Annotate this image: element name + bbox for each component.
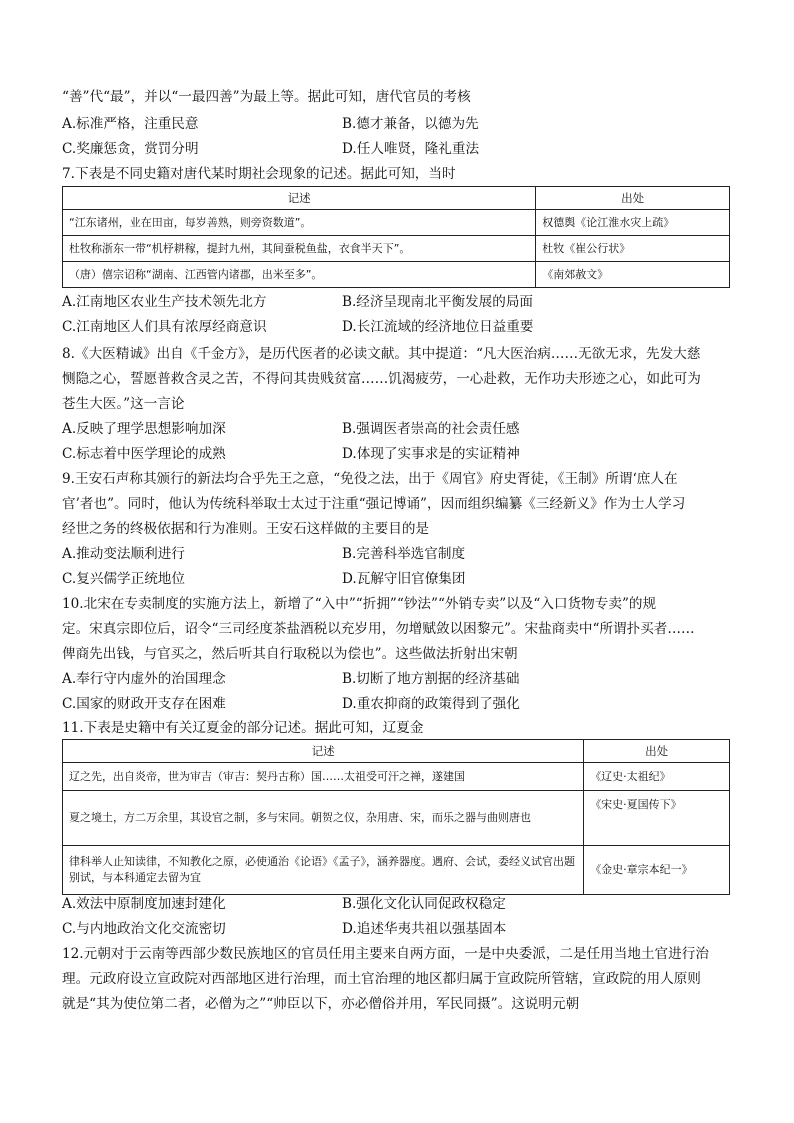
q7-record-2: 杜牧称浙东一带“机杼耕稼，提封九州，其间蚕税鱼盐，衣食半天下”。	[63, 236, 536, 262]
q11-record-2: 夏之境土，方二万余里，其设官之制，多与宋同。朝贺之仪，杂用唐、宋，而乐之器与曲则唐也	[63, 791, 584, 846]
q10-option-d: D.重农抑商的政策得到了强化	[342, 696, 520, 712]
q11-stem: 11.下表是史籍中有关辽夏金的部分记述。据此可知，辽夏金	[62, 720, 424, 736]
q8-stem-line-1: 8.《大医精诚》出自《千金方》，是历代医者的必读文献。其中提道：“凡大医治病……无欲无求，先发大慈	[62, 346, 701, 362]
q10-option-b: B.切断了地方割据的经济基础	[342, 671, 520, 687]
q9-option-d: D.瓦解守旧官僚集团	[342, 571, 466, 587]
q8-stem-line-3: 苍生大医。”这一言论	[62, 396, 185, 412]
q10-stem-line-1: 10.北宋在专卖制度的实施方法上，新增了“入中”“折拥”“钞法”“外销专卖”以及“入口货物专卖”的规	[62, 596, 657, 612]
q11-source-2: 《宋史·夏国传下》	[584, 791, 730, 846]
q11-option-c: C.与内地政治文化交流密切	[62, 921, 226, 937]
q7-header-source: 出处	[536, 187, 730, 210]
q10-stem-line-3: 俾商先出钱，与官买之，然后听其自行取税以为偿也”。这些做法折射出宋朝	[62, 646, 518, 662]
q8-option-d: D.体现了实事求是的实证精神	[342, 446, 520, 462]
q6-stem-line: “善”代“最”，并以“一最四善”为最上等。据此可知，唐代官员的考核	[62, 89, 471, 105]
q7-table	[62, 186, 730, 288]
q11-source-3: 《金史·章宗本纪一》	[584, 846, 730, 895]
q7-option-b: B.经济呈现南北平衡发展的局面	[342, 294, 534, 310]
q10-stem-line-2: 定。宋真宗即位后，诏令“三司经度茶盐酒税以充岁用，勿增赋敛以困黎元”。宋盐商卖中“所谓扑买者……	[62, 621, 695, 637]
table-row	[63, 791, 730, 846]
q11-header-source: 出处	[584, 740, 730, 763]
q7-table-header-row	[63, 187, 730, 210]
q11-table-header-row	[63, 740, 730, 763]
q8-stem-line-2: 恻隐之心，誓愿普救含灵之苦，不得问其贵贱贫富……饥渴疲劳，一心赴救，无作功夫形迹之心，如此可为	[62, 371, 701, 387]
q11-table	[62, 739, 730, 895]
q11-option-b: B.强化文化认同促政权稳定	[342, 896, 506, 912]
q11-source-1: 《辽史·太祖纪》	[584, 763, 730, 791]
q11-option-a: A.效法中原制度加速封建化	[62, 896, 226, 912]
q11-record-1: 辽之先，出自炎帝，世为审吉（审吉：契丹古称）国……太祖受可汗之禅，遂建国	[63, 763, 584, 791]
q7-record-1: “江东诸州，业在田亩，每岁善熟，则旁资数道”。	[63, 210, 536, 236]
q9-option-b: B.完善科举选官制度	[342, 546, 466, 562]
table-row	[63, 846, 730, 895]
q12-stem-line-1: 12.元朝对于云南等西部少数民族地区的官员任用主要来自两方面，一是中央委派，二是任用当地土官进行治	[62, 946, 709, 962]
q6-option-d: D.任人唯贤，隆礼重法	[342, 141, 480, 157]
q11-option-d: D.追述华夷共祖以强基固本	[342, 921, 507, 937]
q8-option-b: B.强调医者崇高的社会责任感	[342, 421, 520, 437]
q7-option-d: D.长江流域的经济地位日益重要	[342, 319, 534, 335]
q8-option-c: C.标志着中医学理论的成熟	[62, 446, 226, 462]
table-row	[63, 210, 730, 236]
q12-stem-line-2: 理。元政府设立宣政院对西部地区进行治理，而土官治理的地区都归属于宣政院所管辖，宣政院的用人原则	[62, 971, 701, 987]
q9-option-c: C.复兴儒学正统地位	[62, 571, 185, 587]
table-row	[63, 763, 730, 791]
q6-option-b: B.德才兼备，以德为先	[342, 116, 479, 132]
q9-stem-line-2: 官’者也”。同时，他认为传统科举取士太过于注重“强记博诵”，因而组织编纂《三经新义》作为士人学习	[62, 496, 686, 512]
table-row	[63, 236, 730, 262]
q7-option-a: A.江南地区农业生产技术领先北方	[62, 294, 267, 310]
q7-record-3: （唐）僖宗诏称“湖南、江西管内诸郡，出米至多”。	[63, 262, 536, 288]
q12-stem-line-3: 就是“其为使位第二者，必僧为之”“帅臣以下，亦必僧俗并用，军民同摄”。这说明元朝	[62, 996, 580, 1012]
q6-option-c: C.奖廉惩贪，赏罚分明	[62, 141, 199, 157]
q7-stem: 7.下表是不同史籍对唐代某时期社会现象的记述。据此可知，当时	[62, 166, 456, 182]
q6-option-a: A.标准严格，注重民意	[62, 116, 199, 132]
q10-option-a: A.奉行守内虚外的治国理念	[62, 671, 226, 687]
q9-stem-line-1: 9.王安石声称其颁行的新法均合乎先王之意，“免役之法，出于《周官》府史胥徒，《王制》所谓‘庶人在	[62, 471, 678, 487]
q8-option-a: A.反映了理学思想影响加深	[62, 421, 226, 437]
q11-header-record: 记述	[63, 740, 584, 763]
q9-stem-line-3: 经世之务的终极依据和行为准则。王安石这样做的主要目的是	[62, 521, 430, 537]
q7-source-3: 《南郊赦文》	[536, 262, 730, 288]
q7-header-record: 记述	[63, 187, 536, 210]
table-row	[63, 262, 730, 288]
q7-source-1: 权德舆《论江淮水灾上疏》	[536, 210, 730, 236]
q10-option-c: C.国家的财政开支存在困难	[62, 696, 226, 712]
q7-source-2: 杜牧《崔公行状》	[536, 236, 730, 262]
q9-option-a: A.推动变法顺利进行	[62, 546, 185, 562]
q11-record-3: 律科举人止知读律，不知教化之原，必使通治《论语》《孟子》，涵养器度。遇府、会试，委经义试官出题别试，与本科通定去留为宜	[63, 846, 584, 895]
q7-option-c: C.江南地区人们具有浓厚经商意识	[62, 319, 267, 335]
